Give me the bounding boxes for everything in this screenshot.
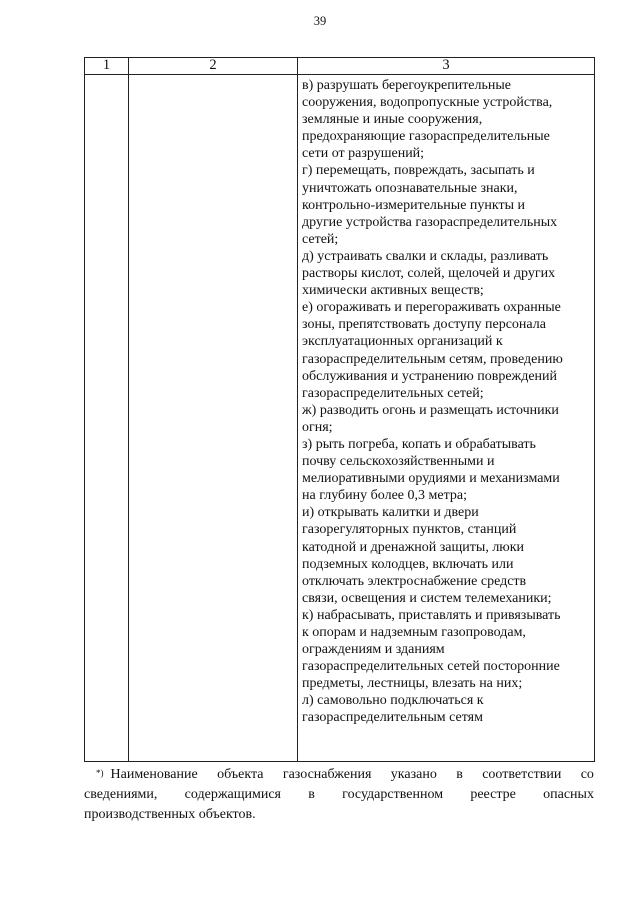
table-header-row	[85, 58, 595, 75]
document-table	[84, 57, 595, 762]
footnote-line-2	[84, 785, 594, 805]
column-header-1: 1	[85, 58, 129, 75]
list-item-k: к) набрасывать, приставлять и привязывать к опорам и надземным газопроводам, ограждениям и зданиям газораспределительных сетей посторонние предметы, лестницы, влезать на них;	[302, 607, 561, 692]
column-header-3: 3	[298, 58, 595, 75]
footnote-word: газоснабжения	[282, 767, 372, 782]
footnote-word: со	[580, 767, 594, 782]
footnote-word: указано	[390, 767, 437, 782]
list-item-zh: ж) разводить огонь и размещать источники огня;	[302, 402, 559, 435]
list-item-g: г) перемещать, повреждать, засыпать и уничтожать опознавательные знаки, контрольно-измерительные пункты и другие устройства газораспределительных сетей;	[302, 163, 558, 247]
page-number: 39	[313, 14, 327, 28]
footnote-word: реестре	[470, 787, 516, 802]
footnote-word: содержащимися	[184, 787, 281, 802]
footnote-word: в	[456, 767, 463, 782]
footnote-word: объекта	[217, 767, 264, 782]
footnote-line-1	[84, 765, 594, 785]
cell-column-2	[129, 75, 298, 762]
column-header-2: 2	[129, 58, 298, 75]
footnote-marker: *)	[96, 768, 104, 778]
list-item-i: и) открывать калитки и двери газорегуляторных пунктов, станций катодной и дренажной защиты, люки подземных колодцев, включать или отключать электроснабжение средств связи, освещения и систем телемеханики;	[302, 505, 552, 606]
footnote-word: соответствии	[482, 767, 562, 782]
list-item-e: е) огораживать и перегораживать охранные зоны, препятствовать доступу персонала эксплуатационных организаций к газораспределительным сетям, проведению обслуживания и устранению повреждений газораспределительных сетей;	[302, 300, 563, 401]
footnote-line-3: производственных объектов.	[84, 807, 256, 822]
cell-column-3	[298, 75, 595, 762]
list-item-v: в) разрушать берегоукрепительные сооружения, водопропускные устройства, земляные и иные сооружения, предохраняющие газораспределительные сети от разрушений;	[302, 78, 553, 162]
list-item-z: з) рыть погреба, копать и обрабатывать почву сельскохозяйственными и мелиоративными орудиями и механизмами на глубину более 0,3 метра;	[302, 436, 560, 504]
list-item-d: д) устраивать свалки и склады, разливать растворы кислот, солей, щелочей и других химически активных веществ;	[302, 248, 556, 299]
footnote-word: опасных	[543, 787, 594, 802]
cell-column-1	[85, 75, 129, 762]
table-row	[85, 75, 595, 762]
footnote-word: *) Наименование	[96, 767, 198, 782]
footnote-word: сведениями,	[84, 787, 158, 802]
footnote-word: в	[308, 787, 315, 802]
footnote	[84, 765, 594, 825]
footnote-word: государственном	[342, 787, 444, 802]
list-item-l: л) самовольно подключаться к газораспределительным сетям	[302, 693, 484, 726]
